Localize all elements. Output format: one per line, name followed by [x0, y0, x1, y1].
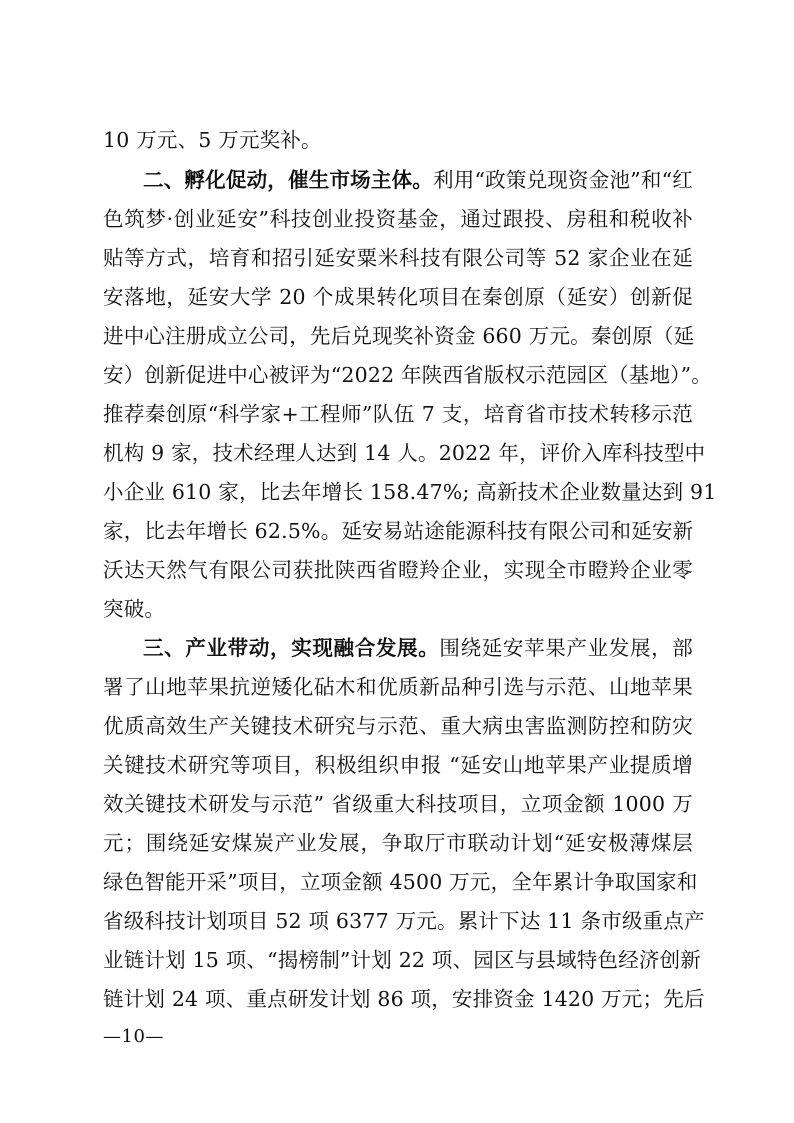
paragraph-text: 利用“政策兑现资金池”和“红: [433, 168, 693, 192]
paragraph-line: 进中心注册成立公司，先后兑现奖补资金 660 万元。秦创原（延: [103, 324, 695, 348]
paragraph-line: 小企业 610 家，比去年增长 158.47%; 高新技术企业数量达到 91: [103, 480, 717, 504]
paragraph-line: 安落地，延安大学 20 个成果转化项目在秦创原（延安）创新促: [103, 285, 693, 309]
section-heading: 三、产业带动，实现融合发展。: [143, 636, 440, 660]
paragraph-line: 链计划 24 项、重点研发计划 86 项，安排资金 1420 万元；先后: [103, 987, 705, 1011]
paragraph-line: 关键技术研究等项目，积极组织申报 “延安山地苹果产业提质增: [103, 753, 693, 777]
paragraph-line: 家，比去年增长 62.5%。延安易站途能源科技有限公司和延安新: [103, 519, 694, 543]
paragraph-line: 署了山地苹果抗逆矮化砧木和优质新品种引选与示范、山地苹果: [103, 675, 693, 699]
paragraph-line: [143, 635, 693, 661]
paragraph-line: 绿色智能开采”项目，立项金额 4500 万元，全年累计争取国家和: [103, 870, 698, 894]
paragraph-line: 10 万元、5 万元奖补。: [103, 128, 322, 152]
paragraph-line: 色筑梦·创业延安”科技创业投资基金，通过跟投、房租和税收补: [103, 207, 693, 231]
paragraph-line: 安）创新促进中心被评为“2022 年陕西省版权示范园区（基地）”。: [103, 363, 712, 387]
paragraph-text: 围绕延安苹果产业发展，部: [439, 636, 693, 660]
paragraph-line: 突破。: [103, 597, 166, 621]
paragraph-line: 沃达天然气有限公司获批陕西省瞪羚企业，实现全市瞪羚企业零: [103, 558, 693, 582]
paragraph-line: 效关键技术研发与示范” 省级重大科技项目，立项金额 1000 万: [103, 792, 693, 816]
page-number: —10—: [103, 1026, 164, 1047]
paragraph-line: 推荐秦创原“科学家+工程师”队伍 7 支，培育省市技术转移示范: [103, 402, 693, 426]
paragraph-line: [143, 167, 693, 193]
paragraph-line: 优质高效生产关键技术研究与示范、重大病虫害监测防控和防灾: [103, 714, 693, 738]
paragraph-line: 省级科技计划项目 52 项 6377 万元。累计下达 11 条市级重点产: [103, 909, 705, 933]
paragraph-line: 贴等方式，培育和招引延安粟米科技有限公司等 52 家企业在延: [103, 246, 693, 270]
paragraph-line: 机构 9 家，技术经理人达到 14 人。2022 年，评价入库科技型中: [103, 441, 706, 465]
section-heading: 二、孵化促动，催生市场主体。: [143, 168, 434, 192]
paragraph-line: 业链计划 15 项、“揭榜制”计划 22 项、园区与县域特色经济创新: [103, 948, 701, 972]
paragraph-line: 元；围绕延安煤炭产业发展，争取厅市联动计划“延安极薄煤层: [103, 831, 693, 855]
